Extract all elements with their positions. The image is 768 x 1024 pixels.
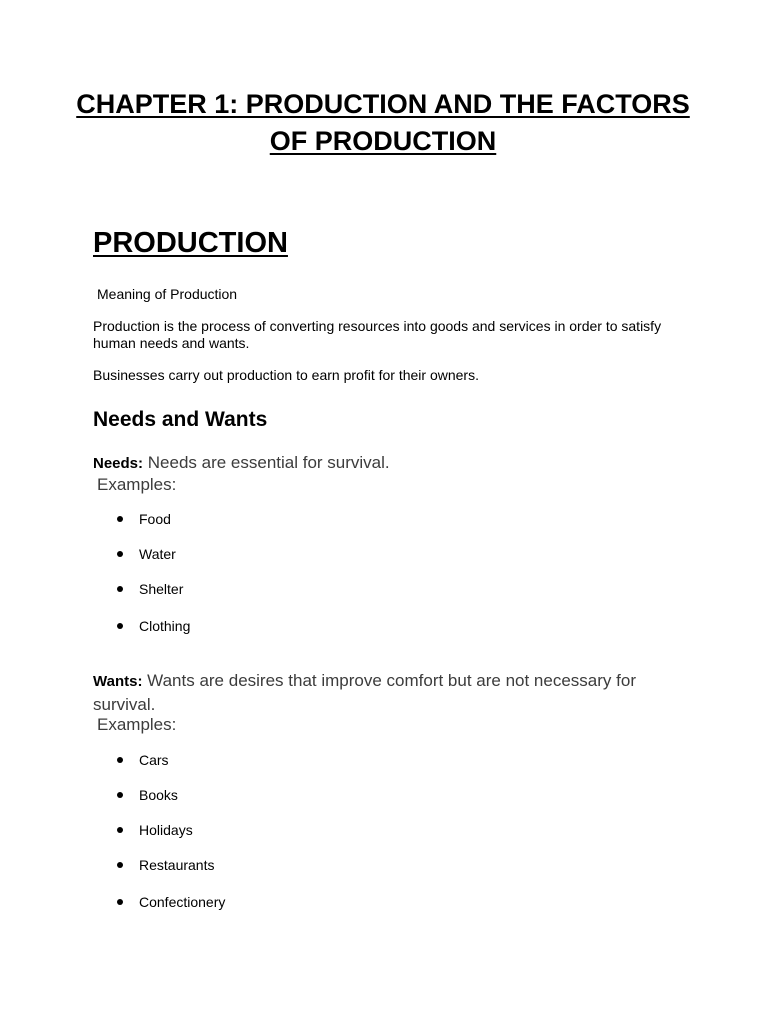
chapter-title: CHAPTER 1: PRODUCTION AND THE FACTORS OF PRODUCTION	[76, 89, 690, 156]
section-heading-production: PRODUCTION	[93, 227, 288, 259]
list-item-text: Shelter	[139, 581, 184, 597]
wants-term: Wants:	[93, 673, 143, 690]
meaning-of-production-heading: Meaning of Production	[97, 286, 238, 302]
list-item	[0, 544, 300, 564]
list-item-text: Confectionery	[139, 894, 226, 910]
list-item-text: Books	[139, 787, 178, 803]
list-item	[0, 579, 300, 599]
list-item-text: Holidays	[139, 822, 193, 838]
bullet-icon	[117, 586, 123, 592]
bullet-icon	[117, 516, 123, 522]
wants-definition-text: Wants are desires that improve comfort but are not necessary for survival.	[93, 671, 636, 714]
bullet-icon	[117, 827, 123, 833]
bullet-icon	[117, 551, 123, 557]
list-item	[0, 750, 300, 770]
needs-definition	[93, 451, 693, 475]
list-item-text: Cars	[139, 752, 169, 768]
list-item-text: Water	[139, 546, 176, 562]
list-item	[0, 820, 300, 840]
needs-term: Needs:	[93, 455, 144, 472]
list-item	[0, 509, 300, 529]
needs-definition-text: Needs are essential for survival.	[143, 453, 390, 472]
list-item	[0, 855, 300, 875]
list-item	[0, 616, 300, 636]
production-definition-paragraph: Production is the process of converting resources into goods and services in order to satisfy human needs and wants.	[93, 318, 662, 351]
wants-definition	[93, 669, 693, 716]
bullet-icon	[117, 623, 123, 629]
list-item	[0, 892, 300, 912]
production-profit-paragraph: Businesses carry out production to earn profit for their owners.	[93, 367, 479, 383]
bullet-icon	[117, 757, 123, 763]
list-item	[0, 785, 300, 805]
bullet-icon	[117, 862, 123, 868]
list-item-text: Clothing	[139, 618, 191, 634]
bullet-icon	[117, 899, 123, 905]
list-item-text: Food	[139, 511, 171, 527]
needs-and-wants-heading: Needs and Wants	[93, 408, 268, 431]
list-item-text: Restaurants	[139, 857, 215, 873]
wants-examples-label: Examples:	[97, 715, 177, 734]
bullet-icon	[117, 792, 123, 798]
needs-examples-label: Examples:	[97, 475, 177, 494]
